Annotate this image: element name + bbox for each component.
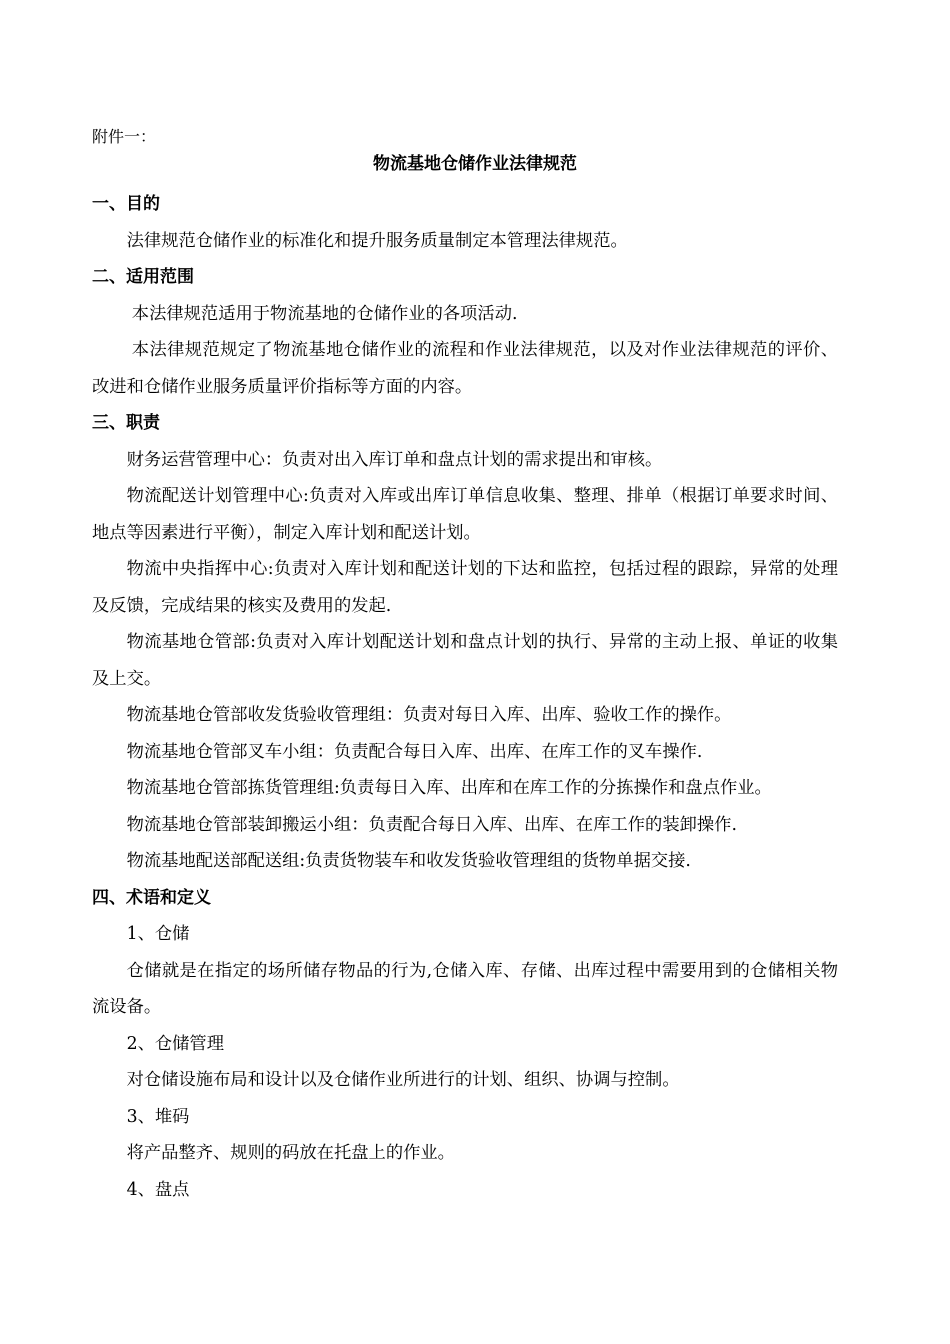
annex-label: 附件一：: [92, 127, 157, 146]
term-definition-storage: 仓储就是在指定的场所储存物品的行为,仓储入库、存储、出库过程中需要用到的仓储相关物流设备。: [92, 960, 838, 1017]
section-heading-duties: 三、职责: [92, 413, 160, 433]
duty-paragraph: 物流基地仓管部装卸搬运小组：负责配合每日入库、出库、在库工作的装卸操作.: [126, 814, 737, 835]
term-label-stacking: 3、堆码: [126, 1106, 190, 1127]
duty-paragraph: 物流基地配送部配送组:负责货物装车和收发货验收管理组的货物单据交接.: [126, 851, 691, 871]
term-label-storage: 1、仓储: [126, 924, 190, 944]
term-definition-storage-management: 对仓储设施布局和设计以及仓储作业所进行的计划、组织、协调与控制。: [126, 1070, 680, 1090]
term-label-inventory-check: 4、盘点: [126, 1179, 190, 1200]
duty-paragraph: 物流基地仓管部拣货管理组:负责每日入库、出库和在库工作的分拣操作和盘点作业。: [126, 778, 772, 798]
term-definition-stacking: 将产品整齐、规则的码放在托盘上的作业。: [126, 1143, 455, 1163]
scope-paragraph-2: 本法律规范规定了物流基地仓储作业的流程和作业法律规范，以及对作业法律规范的评价、改进和仓储作业服务质量评价指标等方面的内容。: [92, 340, 838, 397]
duty-paragraph: 物流配送计划管理中心:负责对入库或出库订单信息收集、整理、排单（根据订单要求时间、地点等因素进行平衡），制定入库计划和配送计划。: [92, 486, 838, 543]
section-heading-terms: 四、术语和定义: [92, 887, 211, 908]
section-heading-purpose: 一、目的: [92, 194, 160, 214]
duty-paragraph: 物流基地仓管部叉车小组：负责配合每日入库、出库、在库工作的叉车操作.: [126, 741, 703, 762]
document-body: [92, 186, 838, 1208]
scope-paragraph-1: 本法律规范适用于物流基地的仓储作业的各项活动.: [131, 303, 518, 324]
duty-paragraph: 物流基地仓管部:负责对入库计划配送计划和盘点计划的执行、异常的主动上报、单证的收集及上交。: [92, 632, 838, 689]
document-title: 物流基地仓储作业法律规范: [373, 154, 577, 174]
section-heading-scope: 二、适用范围: [92, 267, 194, 287]
duty-paragraph: 财务运营管理中心：负责对出入库订单和盘点计划的需求提出和审核。: [126, 449, 663, 470]
purpose-paragraph: 法律规范仓储作业的标准化和提升服务质量制定本管理法律规范。: [126, 230, 628, 251]
duty-paragraph: 物流基地仓管部收发货验收管理组：负责对每日入库、出库、验收工作的操作。: [126, 705, 732, 725]
term-label-storage-management: 2、仓储管理: [126, 1033, 224, 1054]
duty-paragraph: 物流中央指挥中心:负责对入库计划和配送计划的下达和监控，包括过程的跟踪，异常的处理及反馈，完成结果的核实及费用的发起.: [92, 559, 838, 616]
